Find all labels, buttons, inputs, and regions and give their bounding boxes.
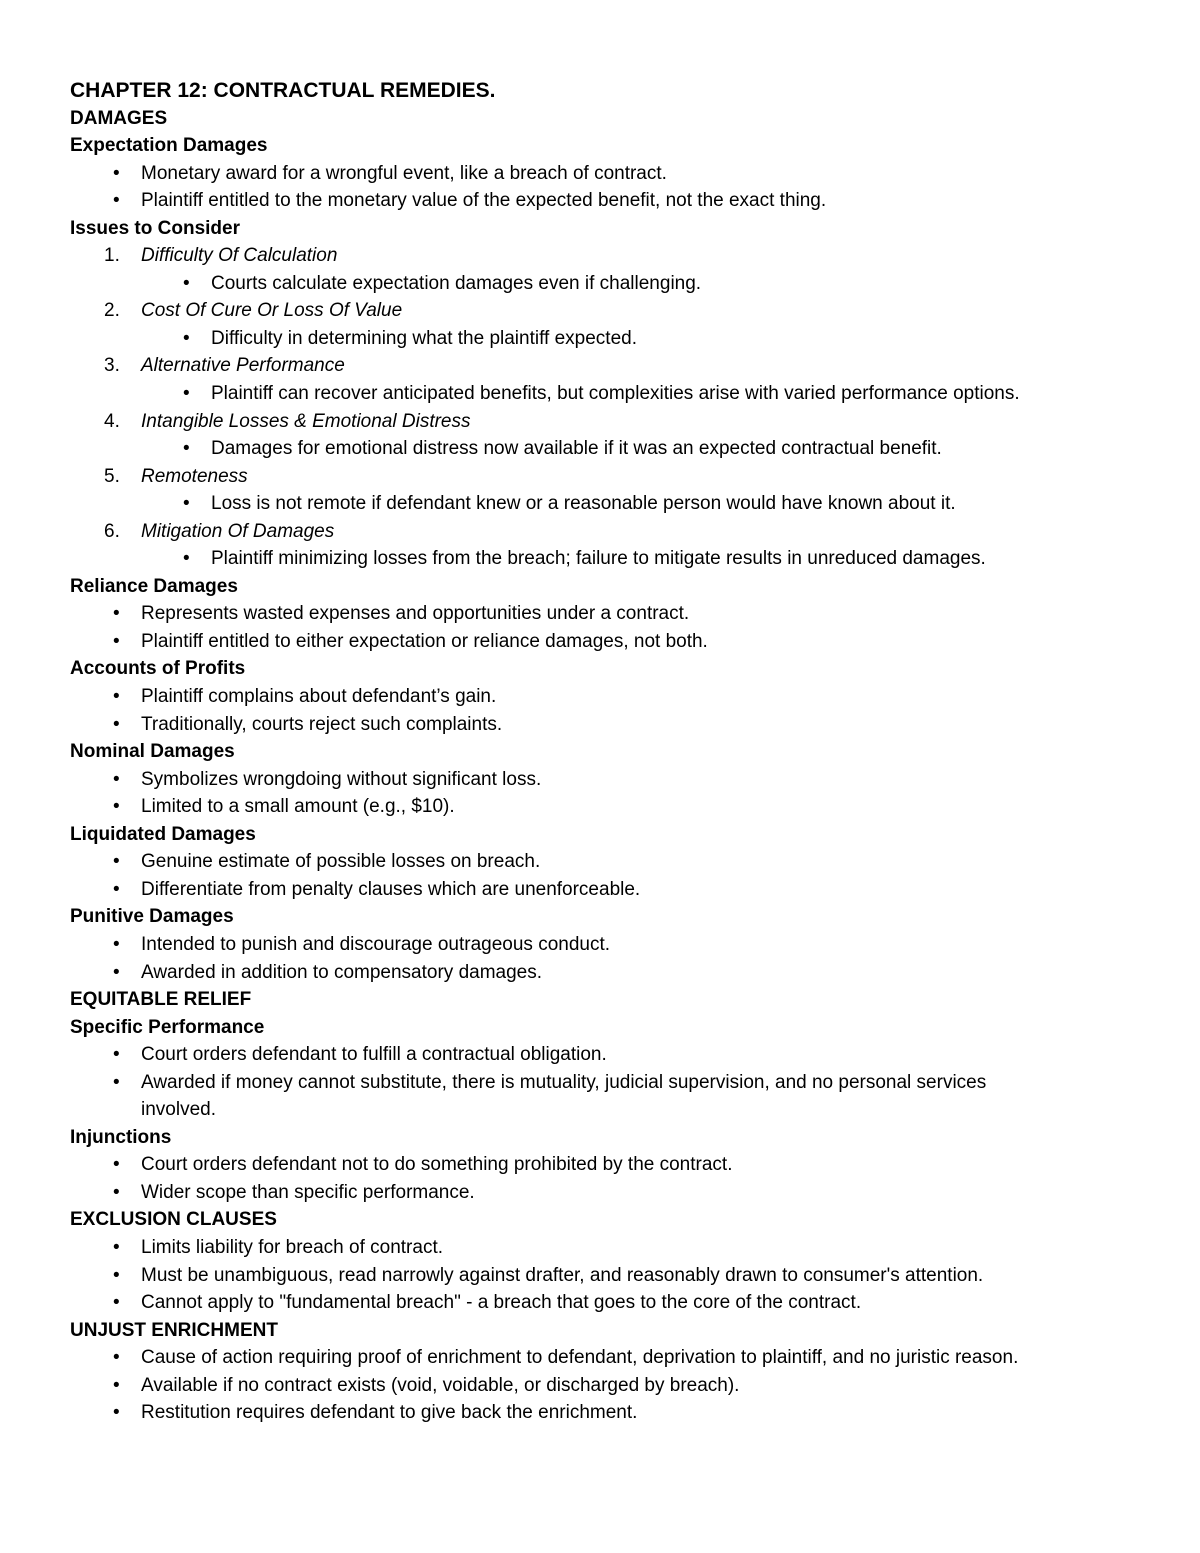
subheading-specific-performance: Specific Performance xyxy=(70,1016,265,1038)
numbered-item xyxy=(70,352,1150,380)
bullet-icon: • xyxy=(113,190,120,212)
item-number: 6. xyxy=(104,520,120,542)
list-item xyxy=(70,1399,1150,1427)
list-item-text: Wider scope than specific performance. xyxy=(141,1181,475,1203)
bullet-icon: • xyxy=(113,878,120,900)
item-number: 4. xyxy=(104,410,120,432)
list-item-text: Plaintiff entitled to the monetary value of the expected benefit, not the exact thing. xyxy=(141,190,827,212)
list-item xyxy=(70,1372,1150,1400)
section-heading-exclusion-clauses: EXCLUSION CLAUSES xyxy=(70,1209,277,1231)
list-item xyxy=(70,683,1150,711)
list-item xyxy=(70,160,1150,188)
subheading-nominal-damages: Nominal Damages xyxy=(70,741,235,763)
item-number: 5. xyxy=(104,465,120,487)
numbered-item-title: Alternative Performance xyxy=(141,355,345,377)
bullet-icon: • xyxy=(183,493,190,515)
list-item-text: Loss is not remote if defendant knew or a reasonable person would have known about it. xyxy=(211,493,956,515)
bullet-icon: • xyxy=(113,768,120,790)
list-item xyxy=(70,848,1150,876)
list-item xyxy=(70,711,1150,739)
bullet-icon: • xyxy=(113,933,120,955)
list-item xyxy=(70,766,1150,794)
list-item-text: Difficulty in determining what the plaintiff expected. xyxy=(211,327,637,349)
numbered-item xyxy=(70,297,1150,325)
list-item-continuation: involved. xyxy=(141,1099,216,1121)
list-item xyxy=(70,545,1150,573)
list-item-text: Available if no contract exists (void, voidable, or discharged by breach). xyxy=(141,1374,740,1396)
bullet-icon: • xyxy=(113,1071,120,1093)
bullet-icon: • xyxy=(113,1264,120,1286)
list-item xyxy=(70,931,1150,959)
numbered-item xyxy=(70,408,1150,436)
numbered-item xyxy=(70,242,1150,270)
numbered-item xyxy=(70,518,1150,546)
subheading-accounts-of-profits: Accounts of Profits xyxy=(70,658,246,680)
bullet-icon: • xyxy=(183,383,190,405)
bullet-icon: • xyxy=(113,1347,120,1369)
page-title: CHAPTER 12: CONTRACTUAL REMEDIES. xyxy=(70,79,496,102)
list-item-text: Plaintiff minimizing losses from the breach; failure to mitigate results in unreduced damages. xyxy=(211,548,986,570)
list-item xyxy=(70,1179,1150,1207)
bullet-icon: • xyxy=(113,162,120,184)
bullet-icon: • xyxy=(113,1402,120,1424)
subheading-liquidated-damages: Liquidated Damages xyxy=(70,823,256,845)
numbered-item-title: Remoteness xyxy=(141,465,248,487)
list-item-text: Cause of action requiring proof of enrichment to defendant, deprivation to plaintiff, and no juristic reason. xyxy=(141,1347,1019,1369)
bullet-icon: • xyxy=(113,1181,120,1203)
document-page xyxy=(70,77,1150,1427)
list-item-text: Plaintiff complains about defendant’s gain. xyxy=(141,686,497,708)
list-item xyxy=(70,270,1150,298)
numbered-item-title: Cost Of Cure Or Loss Of Value xyxy=(141,300,403,322)
section-heading-equitable-relief: EQUITABLE RELIEF xyxy=(70,989,252,1011)
subheading-reliance-damages: Reliance Damages xyxy=(70,575,238,597)
list-item xyxy=(70,600,1150,628)
item-number: 2. xyxy=(104,300,120,322)
bullet-icon: • xyxy=(113,1044,120,1066)
list-item-text: Symbolizes wrongdoing without significant loss. xyxy=(141,768,542,790)
list-item-text: Differentiate from penalty clauses which are unenforceable. xyxy=(141,878,641,900)
list-item-text: Awarded if money cannot substitute, there is mutuality, judicial supervision, and no personal services xyxy=(141,1071,987,1093)
section-heading-unjust-enrichment: UNJUST ENRICHMENT xyxy=(70,1319,278,1341)
bullet-icon: • xyxy=(183,548,190,570)
list-item xyxy=(70,380,1150,408)
list-item-text: Represents wasted expenses and opportunities under a contract. xyxy=(141,603,690,625)
list-item xyxy=(70,1151,1150,1179)
list-item xyxy=(70,793,1150,821)
list-item xyxy=(70,490,1150,518)
bullet-icon: • xyxy=(113,961,120,983)
list-item-text: Intended to punish and discourage outrageous conduct. xyxy=(141,933,611,955)
list-item-text: Limited to a small amount (e.g., $10). xyxy=(141,796,455,818)
bullet-icon: • xyxy=(113,1292,120,1314)
bullet-icon: • xyxy=(113,1236,120,1258)
subheading-punitive-damages: Punitive Damages xyxy=(70,906,234,928)
list-item-text: Plaintiff can recover anticipated benefits, but complexities arise with varied performance options. xyxy=(211,383,1020,405)
bullet-icon: • xyxy=(113,603,120,625)
bullet-icon: • xyxy=(113,713,120,735)
bullet-icon: • xyxy=(183,327,190,349)
list-item xyxy=(70,325,1150,353)
list-item xyxy=(70,628,1150,656)
numbered-item-title: Intangible Losses & Emotional Distress xyxy=(141,410,471,432)
item-number: 1. xyxy=(104,245,120,267)
list-item-text: Restitution requires defendant to give back the enrichment. xyxy=(141,1402,638,1424)
list-item-text: Must be unambiguous, read narrowly against drafter, and reasonably drawn to consumer's attention. xyxy=(141,1264,984,1286)
list-item-text: Genuine estimate of possible losses on breach. xyxy=(141,851,541,873)
subheading-injunctions: Injunctions xyxy=(70,1126,172,1148)
subheading-expectation-damages: Expectation Damages xyxy=(70,135,268,157)
list-item xyxy=(70,435,1150,463)
list-item xyxy=(70,876,1150,904)
list-item xyxy=(70,1041,1150,1069)
list-item-text: Courts calculate expectation damages even if challenging. xyxy=(211,272,702,294)
bullet-icon: • xyxy=(113,630,120,652)
subheading-issues-to-consider: Issues to Consider xyxy=(70,217,240,239)
list-item xyxy=(70,1069,1150,1097)
list-item-text: Cannot apply to "fundamental breach" - a breach that goes to the core of the contract. xyxy=(141,1292,862,1314)
numbered-item xyxy=(70,463,1150,491)
list-item xyxy=(70,1289,1150,1317)
list-item-text: Court orders defendant not to do something prohibited by the contract. xyxy=(141,1154,733,1176)
list-item-text: Court orders defendant to fulfill a contractual obligation. xyxy=(141,1044,607,1066)
list-item xyxy=(70,959,1150,987)
bullet-icon: • xyxy=(113,851,120,873)
list-item xyxy=(70,1344,1150,1372)
numbered-item-title: Difficulty Of Calculation xyxy=(141,245,338,267)
list-item xyxy=(70,1234,1150,1262)
section-heading-damages: DAMAGES xyxy=(70,107,168,129)
list-item xyxy=(70,187,1150,215)
bullet-icon: • xyxy=(113,1154,120,1176)
item-number: 3. xyxy=(104,355,120,377)
bullet-icon: • xyxy=(183,272,190,294)
bullet-icon: • xyxy=(113,686,120,708)
list-item-text: Limits liability for breach of contract. xyxy=(141,1236,444,1258)
list-item-text: Plaintiff entitled to either expectation or reliance damages, not both. xyxy=(141,630,708,652)
bullet-icon: • xyxy=(183,438,190,460)
bullet-icon: • xyxy=(113,796,120,818)
list-item-text: Traditionally, courts reject such complaints. xyxy=(141,713,503,735)
bullet-icon: • xyxy=(113,1374,120,1396)
list-item-text: Damages for emotional distress now available if it was an expected contractual benefit. xyxy=(211,438,942,460)
list-item-text: Awarded in addition to compensatory damages. xyxy=(141,961,543,983)
numbered-item-title: Mitigation Of Damages xyxy=(141,520,335,542)
list-item-text: Monetary award for a wrongful event, like a breach of contract. xyxy=(141,162,667,184)
list-item xyxy=(70,1262,1150,1290)
